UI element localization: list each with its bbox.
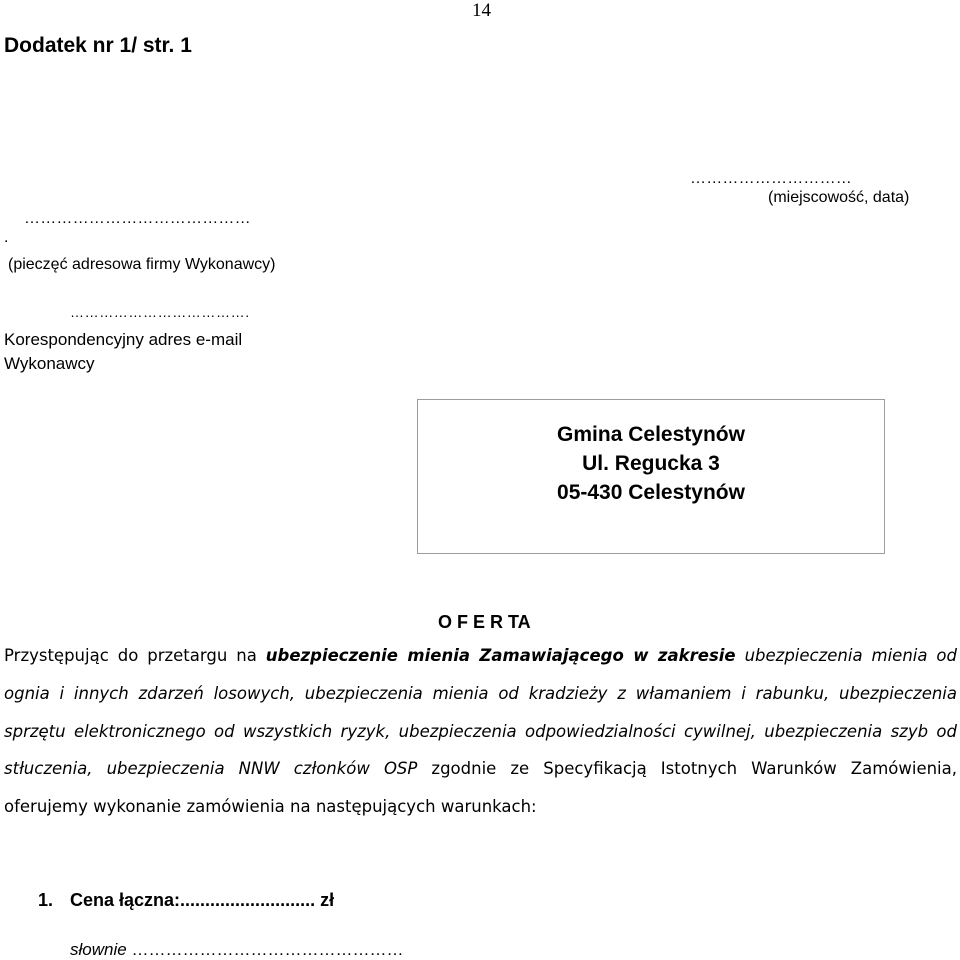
annex-title: Dodatek nr 1/ str. 1 — [4, 34, 192, 57]
place-date-label: (miejscowość, data) — [768, 189, 910, 206]
addressee-city: 05-430 Celestynów — [557, 481, 745, 504]
in-words-line — [70, 940, 403, 960]
company-stamp-dot: . — [4, 229, 9, 246]
company-stamp-label: (pieczęć adresowa firmy Wykonawcy) — [8, 256, 276, 273]
addressee-name: Gmina Celestynów — [557, 423, 745, 446]
offer-title: O F E R TA — [438, 612, 531, 632]
price-item — [38, 890, 334, 911]
price-item-unit: zł — [320, 890, 335, 910]
page-number: 14 — [472, 0, 491, 21]
email-label: Korespondencyjny adres e-mail Wykonawcy — [4, 330, 243, 373]
email-dots: ………………………………. — [70, 304, 250, 320]
addressee-box — [417, 399, 885, 554]
body-subject-bold: ubezpieczenie mienia Zamawiającego w zakresie — [265, 646, 736, 665]
body-closing: zgodnie ze Specyfikacją Istotnych Warunków Zamówienia, oferujemy wykonanie zamówienia na następujących warunkach: — [4, 759, 957, 817]
body-intro: Przystępując do przetargu na — [4, 646, 266, 665]
price-item-number: 1. — [38, 890, 54, 910]
in-words-label: słownie — [70, 940, 127, 959]
offer-body-text — [4, 637, 957, 826]
price-item-value: ........................... — [180, 890, 316, 910]
body-subject-italic: ubezpieczenia mienia od ognia i innych zdarzeń losowych, ubezpieczenia mienia od kradzieży z włamaniem i rabunku, ubezpieczenia sprzętu elektronicznego od wszystkich ryzyk, ubezpieczenia odpowiedzialności cywilnej, ubezpieczenia szyb od stłuczenia, ubezpieczenia NNW członków OSP — [4, 646, 957, 779]
in-words-dots: ………………………………………… — [131, 940, 404, 959]
place-date-dots: ………………………… — [690, 170, 852, 187]
addressee-street: Ul. Regucka 3 — [582, 452, 720, 475]
company-stamp-dots: …………………………………… — [24, 210, 251, 227]
price-item-label: Cena łączna: — [70, 890, 181, 910]
